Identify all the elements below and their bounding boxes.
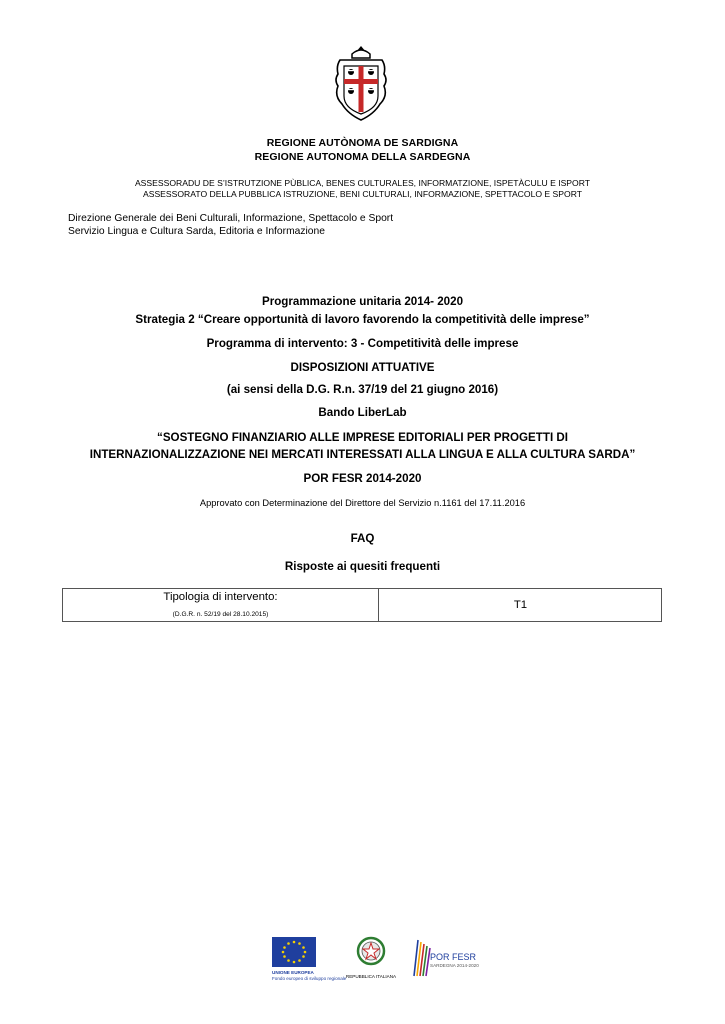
por-fesr-heading: POR FESR 2014-2020 bbox=[303, 472, 422, 485]
titolo-line-1: “SOSTEGNO FINANZIARIO ALLE IMPRESE EDITORIALI PER PROGETTI DI bbox=[157, 431, 568, 444]
por-fesr-logo-text: POR FESR bbox=[430, 952, 477, 962]
region-title-sardinian: REGIONE AUTÒNOMA DE SARDIGNA bbox=[266, 137, 459, 149]
risposte-heading: Risposte ai quesiti frequenti bbox=[284, 560, 441, 573]
sardinia-coat-of-arms-icon bbox=[330, 44, 392, 124]
por-fesr-stripes-icon bbox=[412, 938, 432, 978]
bando-heading: Bando LiberLab bbox=[318, 406, 407, 419]
strategia-heading: Strategia 2 “Creare opportunità di lavoro favorendo la competitività delle imprese” bbox=[135, 313, 590, 326]
disposizioni-heading: DISPOSIZIONI ATTUATIVE bbox=[290, 361, 435, 374]
assessorato-italian: ASSESSORATO DELLA PUBBLICA ISTRUZIONE, BENI CULTURALI, INFORMAZIONE, SPETTACOLO E SPORT bbox=[142, 189, 582, 199]
eu-caption-1: UNIONE EUROPEA bbox=[272, 970, 314, 975]
eu-logo bbox=[270, 936, 347, 982]
por-fesr-logo-sub: SARDEGNA 2014-2020 bbox=[430, 963, 479, 968]
eu-caption-2: Fondo europeo di sviluppo regionale bbox=[272, 976, 347, 981]
por-fesr-logo bbox=[410, 936, 479, 982]
servizio: Servizio Lingua e Cultura Sarda, Editoria e Informazione bbox=[68, 226, 325, 237]
tipologia-label-cell bbox=[63, 589, 379, 621]
tipologia-table bbox=[62, 588, 662, 622]
faq-heading: FAQ bbox=[350, 532, 375, 545]
ri-caption: REPUBBLICA ITALIANA bbox=[345, 974, 397, 979]
region-title-italian: REGIONE AUTONOMA DELLA SARDEGNA bbox=[254, 151, 471, 163]
tipologia-reference: (D.G.R. n. 52/19 del 28.10.2015) bbox=[172, 611, 269, 618]
tipologia-value-cell bbox=[379, 589, 662, 621]
tipologia-value: T1 bbox=[513, 599, 528, 611]
approvato-note: Approvato con Determinazione del Direttore del Servizio n.1161 del 17.11.2016 bbox=[199, 498, 526, 508]
italian-emblem-icon bbox=[356, 936, 386, 966]
direzione-generale: Direzione Generale dei Beni Culturali, Informazione, Spettacolo e Sport bbox=[68, 213, 394, 224]
repubblica-italiana-logo bbox=[343, 936, 399, 982]
eu-flag-icon bbox=[272, 937, 316, 967]
tipologia-label: Tipologia di intervento: bbox=[163, 591, 278, 603]
ai-sensi-heading: (ai sensi della D.G. R.n. 37/19 del 21 giugno 2016) bbox=[226, 383, 499, 396]
titolo-line-2: INTERNAZIONALIZZAZIONE NEI MERCATI INTERESSATI ALLA LINGUA E ALLA CULTURA SARDA” bbox=[89, 448, 636, 461]
programma-heading: Programma di intervento: 3 - Competitività delle imprese bbox=[206, 337, 519, 350]
assessorato-sardinian: ASSESSORADU DE S’ISTRUTZIONE PÙBLICA, BENES CULTURALES, INFORMATZIONE, ISPETÀCULU E ISPORT bbox=[134, 178, 591, 188]
programmazione-heading: Programmazione unitaria 2014- 2020 bbox=[261, 295, 464, 308]
